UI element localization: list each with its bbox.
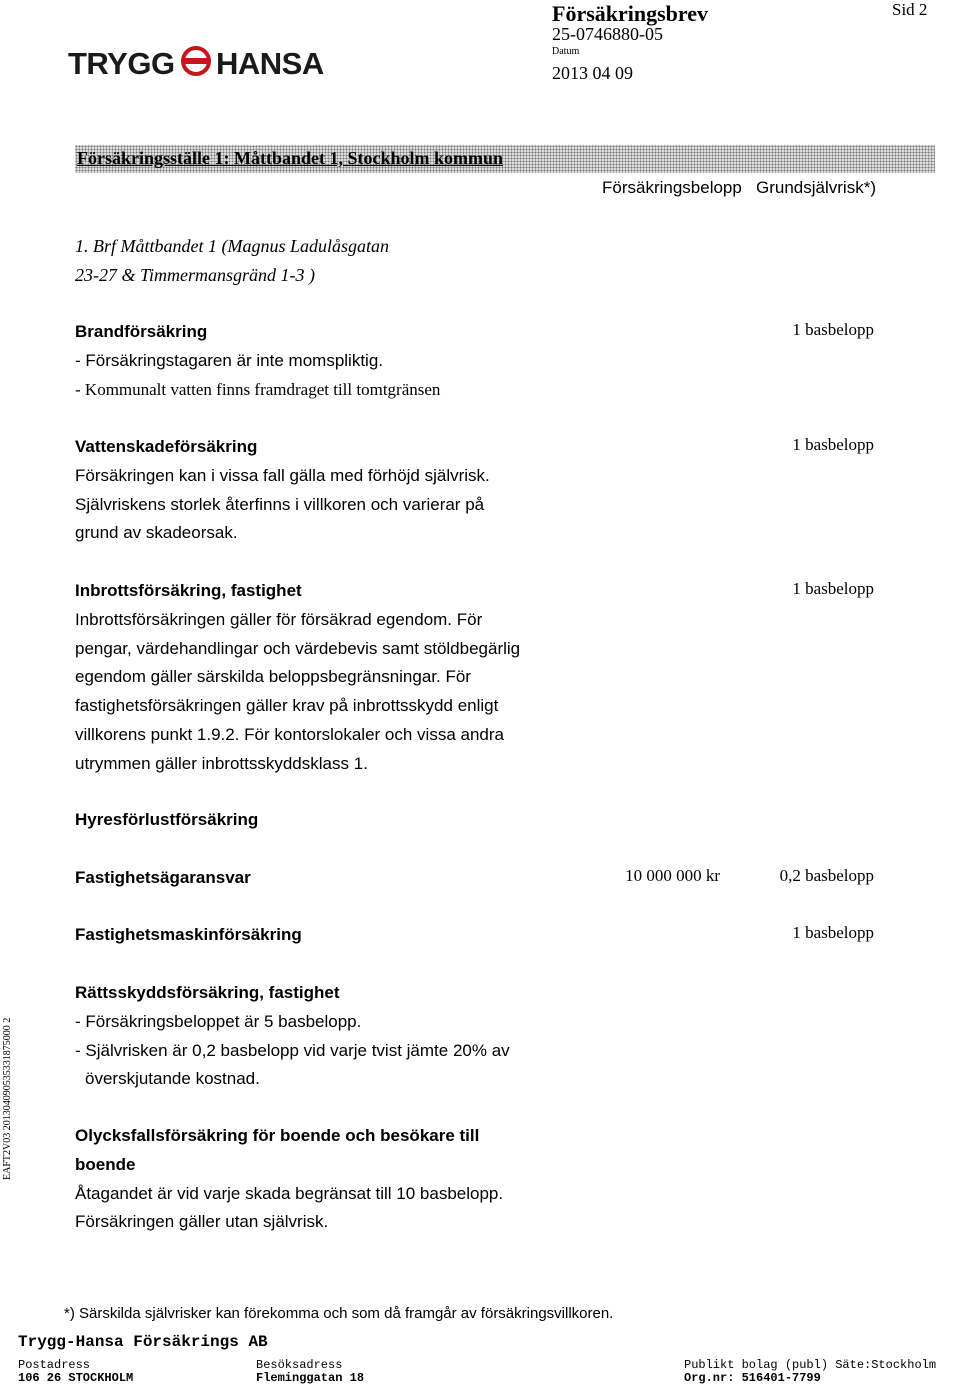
section-line: utrymmen gäller inbrottsskyddsklass 1. xyxy=(75,753,368,773)
section-line: Försäkringen kan i vissa fall gälla med förhöjd självrisk. xyxy=(75,465,490,485)
footer-postal xyxy=(18,1359,133,1385)
object-title xyxy=(75,232,505,290)
brand-right-text: HANSA xyxy=(216,46,324,81)
section-line: egendom gäller särskilda beloppsbegränsningar. För xyxy=(75,667,471,687)
section-ratts xyxy=(75,979,555,1094)
date-label: Datum xyxy=(552,46,580,57)
column-amount: Försäkringsbelopp xyxy=(601,178,742,197)
section-line: fastighetsförsäkringen gäller krav på inbrottsskydd enligt xyxy=(75,696,499,716)
section-line: Självriskens storlek återfinns i villkoren och varierar på xyxy=(75,494,485,514)
section-line: - Självrisken är 0,2 basbelopp vid varje tvist jämte 20% av xyxy=(75,1040,510,1060)
section-maskin-title: Fastighetsmaskinförsäkring xyxy=(75,925,302,944)
footnote: *) Särskilda självrisker kan förekomma och som då framgår av försäkringsvillkoren. xyxy=(64,1305,614,1322)
section-brand xyxy=(75,318,545,404)
object-title-line: 23-27 & Timmermansgränd 1-3 ) xyxy=(75,265,316,285)
section-line: Inbrottsförsäkringen gäller för försäkrad egendom. För xyxy=(75,609,483,629)
document-title: Försäkringsbrev xyxy=(552,1,709,26)
object-title-line: 1. Brf Måttbandet 1 (Magnus Ladulåsgatan xyxy=(75,236,389,256)
footer-postal-value: 106 26 STOCKHOLM xyxy=(18,1371,134,1385)
section-vatten xyxy=(75,433,545,548)
side-document-code: EAFT2V03 201304090535331875000 2 xyxy=(2,1017,13,1180)
footer-visit-value: Fleminggatan 18 xyxy=(256,1371,365,1385)
logo-emblem-icon xyxy=(181,46,211,76)
footer-visit xyxy=(256,1359,364,1385)
section-line: - Försäkringstagaren är inte momspliktig. xyxy=(75,350,384,370)
document-number: 25-0746880-05 xyxy=(552,24,663,44)
section-olycks xyxy=(75,1122,555,1237)
date-value: 2013 04 09 xyxy=(552,63,633,83)
section-title: boende xyxy=(75,1154,136,1174)
footer-legal xyxy=(684,1359,936,1385)
footer-publ-label: Publikt bolag (publ) Säte:Stockholm xyxy=(684,1358,937,1372)
section-line: pengar, värdehandlingar och värdebevis samt stöldbegärlig xyxy=(75,638,521,658)
section-line: grund av skadeorsak. xyxy=(75,523,238,543)
footer-visit-label: Besöksadress xyxy=(256,1358,343,1372)
deductible-value: 1 basbelopp xyxy=(792,923,874,942)
section-inbrott xyxy=(75,577,555,779)
location-title: Försäkringsställe 1: Måttbandet 1, Stockholm kommun xyxy=(77,148,504,168)
section-line: - Försäkringsbeloppet är 5 basbelopp. xyxy=(75,1011,362,1031)
deductible-value: 1 basbelopp xyxy=(792,320,874,339)
section-title: Rättsskyddsförsäkring, fastighet xyxy=(75,983,340,1002)
section-title: Vattenskadeförsäkring xyxy=(75,437,258,456)
insured-amount-value: 10 000 000 kr xyxy=(625,866,720,885)
section-line: villkorens punkt 1.9.2. För kontorslokaler och vissa andra xyxy=(75,724,504,744)
brand-left-text: TRYGG xyxy=(68,46,175,81)
section-line: Försäkringen gäller utan självrisk. xyxy=(75,1212,329,1232)
footer-company: Trygg-Hansa Försäkrings AB xyxy=(18,1333,268,1351)
deductible-value: 0,2 basbelopp xyxy=(779,866,874,885)
column-headers xyxy=(500,178,876,198)
brand-logo xyxy=(68,40,324,84)
section-line: - Kommunalt vatten finns framdraget till tomtgränsen xyxy=(75,379,441,399)
footer-orgnr: Org.nr: 516401-7799 xyxy=(684,1371,821,1385)
footer-postal-label: Postadress xyxy=(18,1358,91,1372)
section-title: Brandförsäkring xyxy=(75,322,208,341)
section-line: överskjutande kostnad. xyxy=(85,1069,260,1089)
section-agaransvar-title: Fastighetsägaransvar xyxy=(75,868,251,887)
section-hyres-title: Hyresförlustförsäkring xyxy=(75,810,259,829)
deductible-value: 1 basbelopp xyxy=(792,435,874,454)
page-number: Sid 2 xyxy=(892,0,928,19)
column-deductible: Grundsjälvrisk*) xyxy=(756,178,876,197)
section-title: Inbrottsförsäkring, fastighet xyxy=(75,581,302,600)
deductible-value: 1 basbelopp xyxy=(792,579,874,598)
section-line: Åtagandet är vid varje skada begränsat till 10 basbelopp. xyxy=(75,1183,504,1203)
section-title: Olycksfallsförsäkring för boende och besökare till xyxy=(75,1126,480,1145)
